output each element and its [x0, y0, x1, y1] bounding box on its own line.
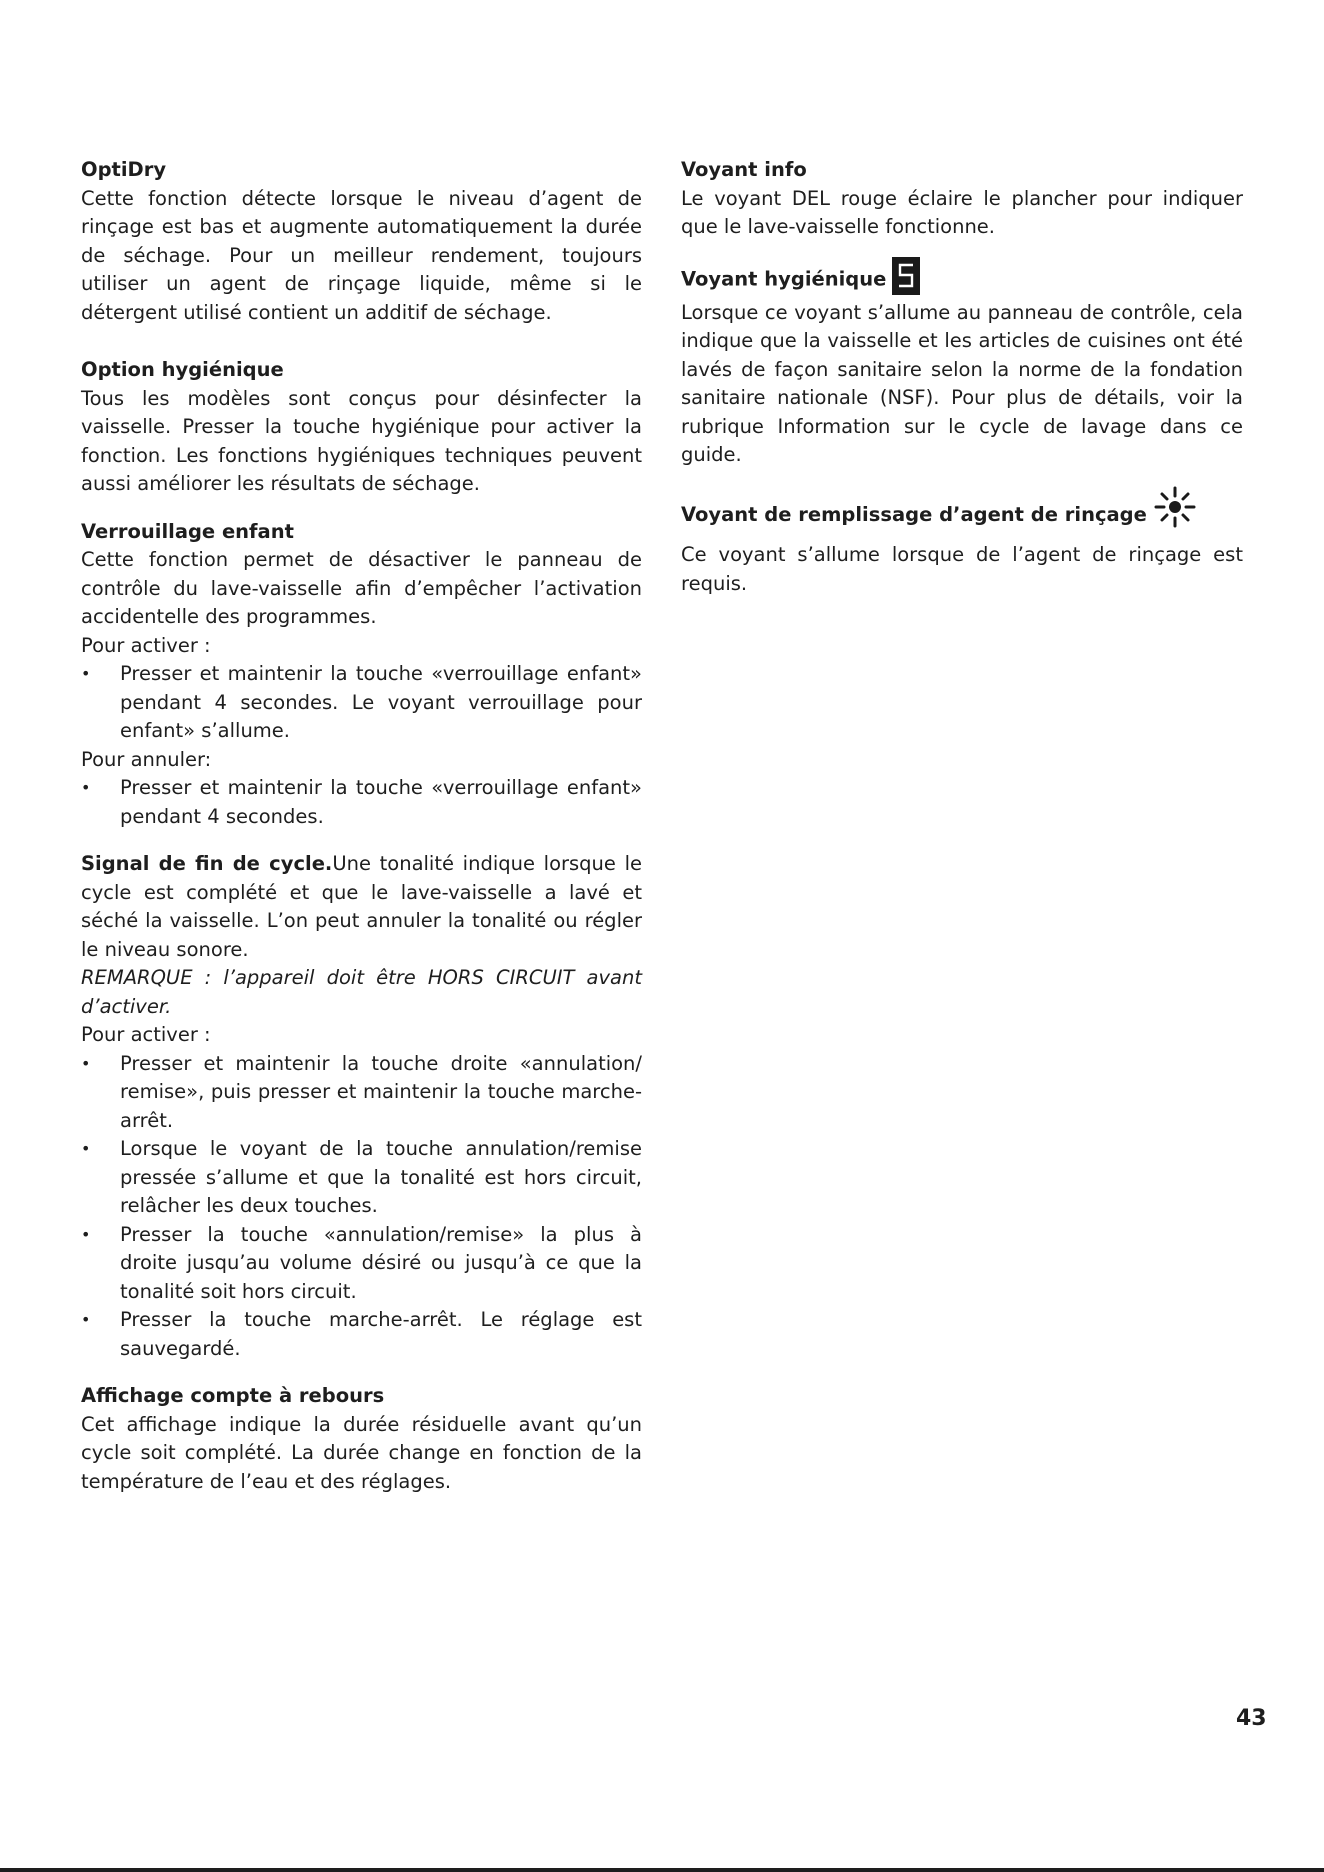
list-item: • Presser la touche marche-arrêt. Le réglage est sauvegardé.	[81, 1306, 642, 1363]
info-light-title: Voyant info	[681, 158, 807, 181]
rinse-aid-sun-icon	[1153, 485, 1197, 538]
child-lock-body: Cette fonction permet de désactiver le panneau de contrôle du lave-vaisselle afin d’empêcher l’activation accidentelle des programmes.	[81, 548, 642, 628]
optidry-body: Cette fonction détecte lorsque le niveau d’agent de rinçage est bas et augmente automatiquement la durée de séchage. Pour un meilleur rendement, toujours utiliser un agent de rinçage liquide, même si le détergent utilisé contient un additif de séchage.	[81, 186, 642, 324]
end-signal-body: Une tonalité indique lorsque le cycle est complété et que le lave-vaisselle a lavé et séché la vaisselle. L’on peut annuler la tonalité ou régler le niveau sonore.	[81, 852, 642, 961]
list-item: • Presser et maintenir la touche «verrouillage enfant» pendant 4 secondes. Le voyant verrouillage pour enfant» s’allume.	[81, 660, 642, 746]
child-lock-activate-list	[81, 660, 642, 746]
child-lock-activate-label: Pour activer :	[81, 633, 211, 657]
list-item: • Presser et maintenir la touche droite «annulation/ remise», puis presser et maintenir la touche marche-arrêt.	[81, 1050, 642, 1136]
hygienic-option-section	[81, 356, 642, 499]
rinse-light-section	[681, 489, 1243, 599]
child-lock-section	[81, 518, 642, 832]
hygienic-option-title: Option hygiénique	[81, 358, 284, 381]
left-column	[81, 156, 642, 1515]
rinse-light-heading	[681, 489, 1243, 542]
child-lock-cancel-list	[81, 774, 642, 831]
end-signal-title: Signal de fin de cycle.	[81, 852, 333, 875]
sanitize-indicator-icon	[892, 257, 920, 295]
list-item: • Lorsque le voyant de la touche annulation/remise pressée s’allume et que la tonalité est hors circuit, relâcher les deux touches.	[81, 1135, 642, 1221]
hygienic-light-body: Lorsque ce voyant s’allume au panneau de contrôle, cela indique que la vaisselle et les articles de cuisines ont été lavés de façon sanitaire selon la norme de la fondation sanitaire nationale (NSF). Pour plus de détails, voir la rubrique Information sur le cycle de lavage dans ce guide.	[681, 300, 1243, 466]
end-signal-note: REMARQUE : l’appareil doit être HORS CIRCUIT avant d’activer.	[81, 966, 642, 1018]
hygienic-option-body: Tous les modèles sont conçus pour désinfecter la vaisselle. Presser la touche hygiénique pour activer la fonction. Les fonctions hygiéniques techniques peuvent aussi améliorer les résultats de séchage.	[81, 386, 642, 495]
optidry-title: OptiDry	[81, 158, 167, 181]
end-signal-activate-label: Pour activer :	[81, 1023, 211, 1046]
rinse-light-title: Voyant de remplissage d’agent de rinçage	[681, 502, 1147, 526]
end-signal-list	[81, 1050, 642, 1364]
hygienic-light-section	[681, 261, 1243, 470]
rinse-light-body: Ce voyant s’allume lorsque de l’agent de rinçage est requis.	[681, 543, 1243, 595]
countdown-section	[81, 1382, 642, 1496]
hygienic-light-heading	[681, 261, 1243, 299]
optidry-section	[81, 156, 642, 327]
info-light-section	[681, 156, 1243, 242]
page-number: 43	[1236, 1706, 1267, 1731]
list-item: • Presser la touche «annulation/remise» la plus à droite jusqu’au volume désiré ou jusqu’à ce que la tonalité soit hors circuit.	[81, 1221, 642, 1307]
end-signal-paragraph	[81, 850, 642, 964]
child-lock-title: Verrouillage enfant	[81, 519, 294, 543]
child-lock-cancel-label: Pour annuler:	[81, 747, 212, 771]
right-column	[681, 156, 1243, 617]
bottom-rule	[0, 1868, 1324, 1872]
info-light-body: Le voyant DEL rouge éclaire le plancher pour indiquer que le lave-vaisselle fonctionne.	[681, 186, 1243, 238]
countdown-body: Cet affichage indique la durée résiduelle avant qu’un cycle soit complété. La durée change en fonction de la température de l’eau et des réglages.	[81, 1412, 642, 1493]
list-item: • Presser et maintenir la touche «verrouillage enfant» pendant 4 secondes.	[81, 774, 642, 831]
hygienic-light-title: Voyant hygiénique	[681, 267, 887, 290]
end-signal-section	[81, 850, 642, 1363]
countdown-title: Affichage compte à rebours	[81, 1384, 385, 1407]
